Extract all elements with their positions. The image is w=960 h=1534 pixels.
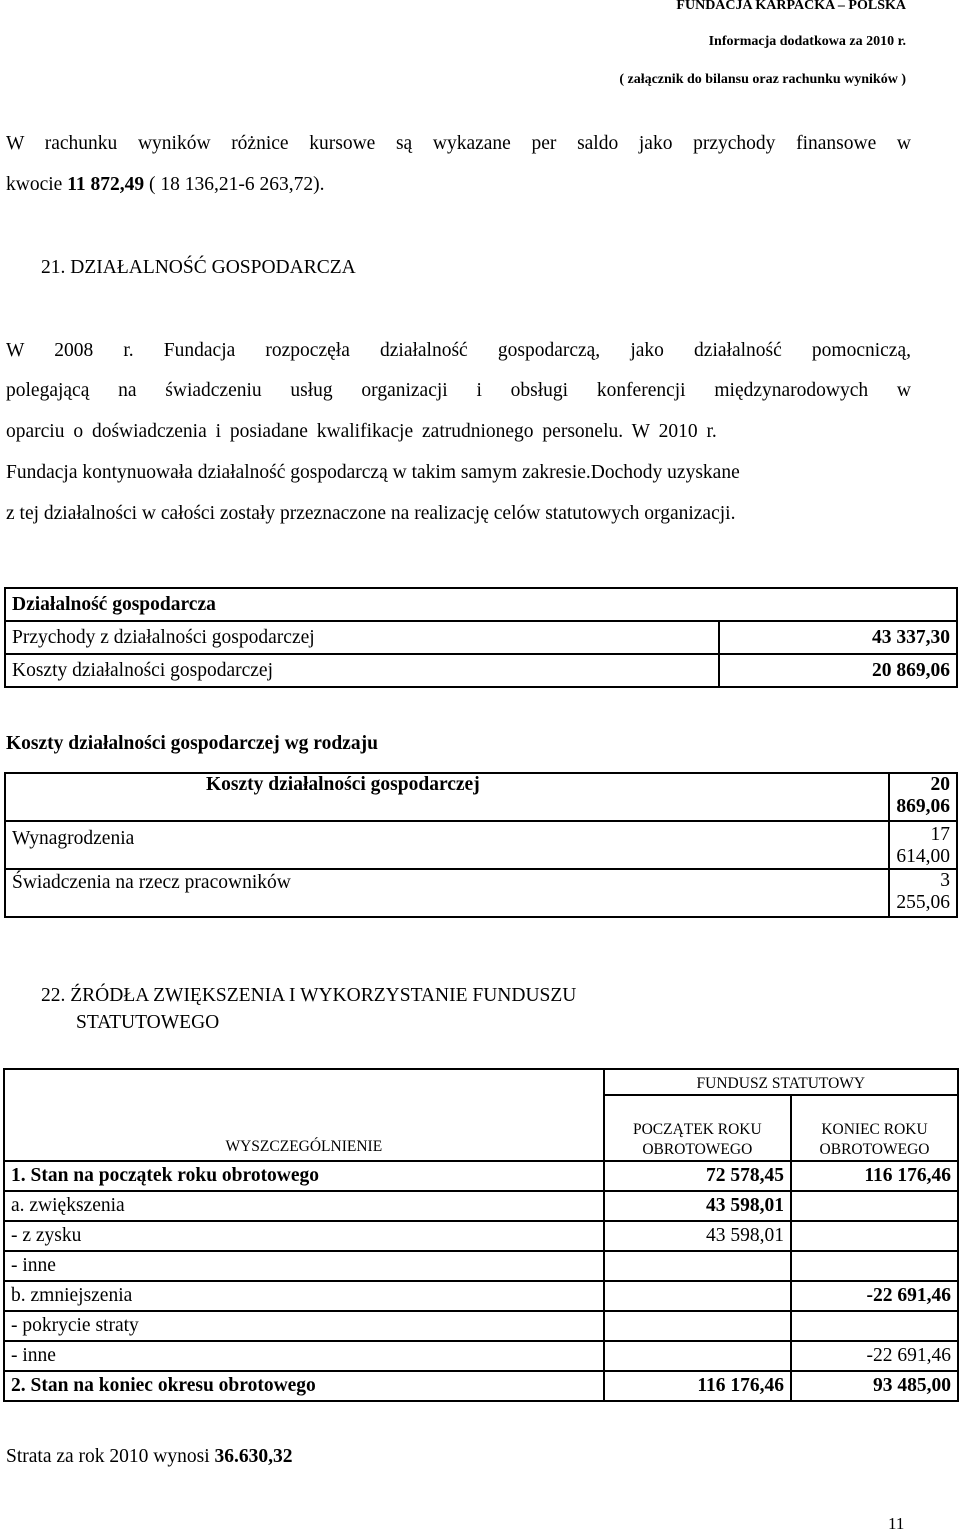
table1-row-value: 20 869,06	[719, 654, 957, 687]
table3-row-end: -22 691,46	[791, 1281, 958, 1311]
table-row	[5, 654, 957, 687]
table3-row-label: 1. Stan na początek roku obrotowego	[4, 1161, 604, 1191]
table3-row-start: 43 598,01	[604, 1221, 791, 1251]
table3-row-end	[791, 1251, 958, 1281]
table-row	[4, 1281, 958, 1311]
table-row	[4, 1221, 958, 1251]
table3-row-start: 72 578,45	[604, 1161, 791, 1191]
table-row	[4, 1191, 958, 1221]
table3-row-label: - z zysku	[4, 1221, 604, 1251]
header-org: FUNDACJA KARPACKA – POLSKA	[676, 0, 906, 13]
table1-row-value: 43 337,30	[719, 621, 957, 654]
table3-row-label: - inne	[4, 1251, 604, 1281]
page-number: 11	[888, 1514, 905, 1533]
table2-col-header: Koszty działalności gospodarczej	[5, 773, 889, 821]
header-subtitle: ( załącznik do bilansu oraz rachunku wyników )	[619, 72, 906, 87]
table2-row-label: Świadczenia na rzecz pracowników	[5, 869, 889, 917]
table3-row-label: b. zmniejszenia	[4, 1281, 604, 1311]
table3-row-label: a. zwiększenia	[4, 1191, 604, 1221]
table3-row-start	[604, 1341, 791, 1371]
section-21-line-1: W 2008 r. Fundacja rozpoczęła działalność gospodarczą, jako działalność pomocniczą,	[6, 340, 911, 361]
section-22-heading-2: STATUTOWEGO	[76, 1012, 220, 1033]
intro-line-1: W rachunku wyników różnice kursowe są wykazane per saldo jako przychody finansowe w	[6, 133, 911, 154]
footer-summary: Strata za rok 2010 wynosi 36.630,32	[6, 1446, 293, 1467]
table2-total: 20 869,06	[889, 773, 957, 821]
table2-row-label: Wynagrodzenia	[5, 821, 889, 869]
table2-row-value: 3 255,06	[889, 869, 957, 917]
table-row	[4, 1341, 958, 1371]
table-row	[4, 1371, 958, 1401]
table3-row-start	[604, 1311, 791, 1341]
table-row	[4, 1161, 958, 1191]
table3-row-start	[604, 1251, 791, 1281]
business-activity-table	[4, 587, 958, 688]
table-row	[4, 1311, 958, 1341]
table3-row-end	[791, 1311, 958, 1341]
intro-line-2: kwocie 11 872,49 ( 18 136,21-6 263,72).	[6, 174, 325, 195]
table3-group-header: FUNDUSZ STATUTOWY	[604, 1069, 958, 1095]
table3-row-end: -22 691,46	[791, 1341, 958, 1371]
table3-row-end: 93 485,00	[791, 1371, 958, 1401]
table1-row-label: Przychody z działalności gospodarczej	[5, 621, 719, 654]
section-22-heading-1: 22. ŹRÓDŁA ZWIĘKSZENIA I WYKORZYSTANIE FUNDUSZU	[41, 985, 577, 1006]
table1-row-label: Koszty działalności gospodarczej	[5, 654, 719, 687]
table3-col-desc: WYSZCZEGÓLNIENIE	[4, 1069, 604, 1161]
table-row	[5, 821, 957, 869]
header-title: Informacja dodatkowa za 2010 r.	[708, 34, 906, 49]
table2-row-value: 17 614,00	[889, 821, 957, 869]
statutory-fund-table	[3, 1068, 959, 1402]
table3-row-start	[604, 1281, 791, 1311]
section-21-line-3: oparciu o doświadczenia i posiadane kwalifikacje zatrudnionego personelu. W 2010 r.	[6, 421, 717, 442]
table-row	[4, 1251, 958, 1281]
table3-row-end	[791, 1191, 958, 1221]
table-row	[5, 621, 957, 654]
table3-row-label: 2. Stan na koniec okresu obrotowego	[4, 1371, 604, 1401]
costs-by-type-heading: Koszty działalności gospodarczej wg rodzaju	[6, 733, 378, 754]
table3-row-end: 116 176,46	[791, 1161, 958, 1191]
table3-col-start: POCZĄTEK ROKU OBROTOWEGO	[604, 1095, 791, 1161]
table3-row-end	[791, 1221, 958, 1251]
section-21-heading: 21. DZIAŁALNOŚĆ GOSPODARCZA	[41, 257, 356, 278]
section-21-line-5: z tej działalności w całości zostały przeznaczone na realizację celów statutowych organizacji.	[6, 503, 736, 524]
table3-row-start: 116 176,46	[604, 1371, 791, 1401]
costs-by-type-table	[4, 772, 958, 918]
section-21-line-2: polegającą na świadczeniu usług organizacji i obsługi konferencji międzynarodowych w	[6, 380, 911, 401]
table1-title: Działalność gospodarcza	[5, 588, 957, 621]
table3-row-label: - pokrycie straty	[4, 1311, 604, 1341]
table3-col-end: KONIEC ROKU OBROTOWEGO	[791, 1095, 958, 1161]
table3-row-start: 43 598,01	[604, 1191, 791, 1221]
table-row	[5, 869, 957, 917]
table3-row-label: - inne	[4, 1341, 604, 1371]
section-21-line-4: Fundacja kontynuowała działalność gospodarczą w takim samym zakresie.Dochody uzyskane	[6, 462, 740, 483]
